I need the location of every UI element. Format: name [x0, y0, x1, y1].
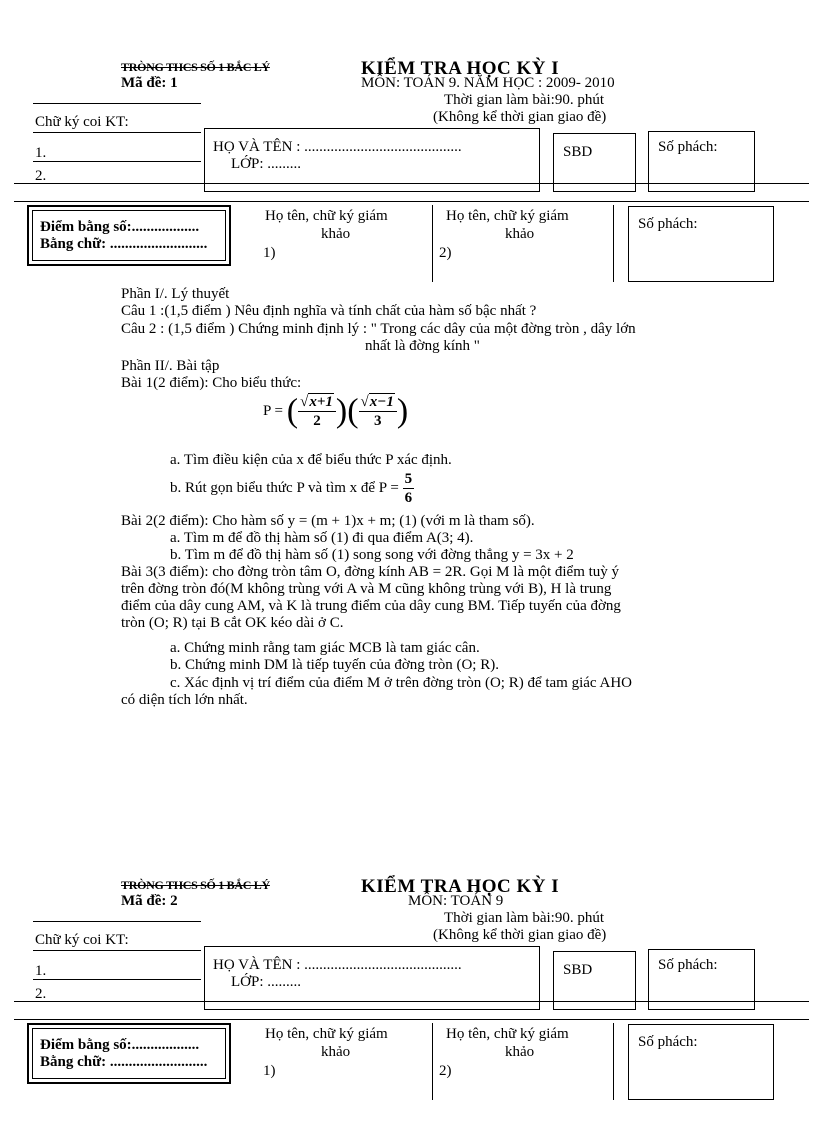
examiner-1: 1) — [263, 245, 276, 261]
so-phach-label: Số phách: — [638, 216, 698, 232]
problem-1a: a. Tìm điều kiện của x để biểu thức P xác định. — [170, 452, 452, 468]
student-name-field[interactable]: HỌ VÀ TÊN : .......................................... — [213, 139, 462, 155]
exam-title: KIỂM TRA HỌC KỲ I — [361, 58, 560, 79]
signature-line-1: 1. — [35, 145, 47, 161]
problem-3c-line-1: c. Xác định vị trí điểm của điểm M ở trên đờng tròn (O; R) để tam giác AHO — [170, 675, 633, 691]
sbd-label: SBD — [563, 144, 593, 160]
so-phach-label: Số phách: — [658, 139, 718, 155]
problem-2: Bài 2(2 điểm): Cho hàm số y = (m + 1)x + m; (1) (với m là tham số). — [121, 513, 535, 529]
fraction-5-6: $\frac{5}{6}$ — [404, 471, 413, 506]
score-box-inner — [32, 210, 226, 261]
student-info-box — [204, 946, 540, 1010]
exam-time: Thời gian làm bài:90. phút — [444, 92, 604, 108]
examiner-2: 2) — [439, 245, 452, 261]
fraction-1: $\frac{√x+1}{2}$ — [298, 393, 336, 430]
signature-line-1: 1. — [35, 963, 47, 979]
exam-note: (Không kể thời gian giao đề) — [433, 927, 607, 943]
examiner-label-2: khảo — [321, 1044, 351, 1060]
examiner-label: Họ tên, chữ ký giám — [446, 1026, 569, 1042]
exam-code: Mã đề: 2 — [121, 893, 178, 909]
examiner-label: Họ tên, chữ ký giám — [265, 208, 388, 224]
divider — [33, 103, 201, 104]
divider — [613, 205, 614, 282]
examiner-label: Họ tên, chữ ký giám — [446, 208, 569, 224]
problem-3-line-4: tròn (O; R) tại B cắt OK kéo dài ở C. — [121, 615, 344, 631]
so-phach-label: Số phách: — [658, 957, 718, 973]
examiner-label: Họ tên, chữ ký giám — [265, 1026, 388, 1042]
fraction-2: $\frac{√x-1}{3}$ — [359, 393, 397, 430]
problem-3-line-1: Bài 3(3 điểm): cho đờng tròn tâm O, đờng kính AB = 2R. Gọi M là một điểm tuỳ ý — [121, 564, 620, 580]
divider — [432, 205, 433, 282]
sbd-box[interactable] — [553, 133, 636, 192]
problem-1b: b. Rút gọn biểu thức P và tìm x để P = $\frac{5}{6}$ — [170, 471, 413, 506]
student-info-box — [204, 128, 540, 192]
so-phach-box[interactable] — [648, 131, 755, 192]
signature-line-2: 2. — [35, 986, 47, 1002]
score-number-field[interactable]: Điểm bằng số:.................. — [40, 1037, 200, 1053]
divider — [33, 921, 201, 922]
score-words-field[interactable]: Bằng chữ: .......................... — [40, 1054, 208, 1070]
divider — [33, 979, 201, 980]
score-box — [27, 1023, 231, 1084]
exam-subject: MÔN: TOÁN 9 — [408, 893, 504, 909]
invigilator-label: Chữ ký coi KT: — [35, 932, 129, 948]
sbd-label: SBD — [563, 962, 593, 978]
student-name-field[interactable]: HỌ VÀ TÊN : .......................................... — [213, 957, 462, 973]
formula-label: P = — [263, 403, 283, 419]
exam-subject: MÔN: TOÁN 9. NĂM HỌC : 2009- 2010 — [361, 75, 615, 91]
examiner-label-2: khảo — [505, 226, 535, 242]
problem-3c-line-2: có diện tích lớn nhất. — [121, 692, 248, 708]
problem-3-line-2: trên đờng tròn đó(M không trùng với A và M cũng không trùng với B), H là trung — [121, 581, 612, 597]
cut-line — [14, 1019, 809, 1020]
examiner-1: 1) — [263, 1063, 276, 1079]
score-box — [27, 205, 231, 266]
examiner-label-2: khảo — [321, 226, 351, 242]
examiner-label-2: khảo — [505, 1044, 535, 1060]
divider — [33, 950, 201, 951]
divider — [613, 1023, 614, 1100]
student-class-field[interactable]: LỚP: ......... — [231, 974, 302, 990]
problem-3-line-3: điểm của dây cung AM, và K là trung điểm của dây cung BM. Tiếp tuyến của đờng — [121, 598, 621, 614]
exam-time: Thời gian làm bài:90. phút — [444, 910, 604, 926]
school-name: TRÒNG THCS SỐ 1 BẮC LÝ — [121, 60, 270, 74]
question-2-line-2: nhất là đờng kính " — [365, 338, 480, 354]
problem-1: Bài 1(2 điểm): Cho biểu thức: — [121, 375, 302, 391]
question-1: Câu 1 :(1,5 điểm ) Nêu định nghĩa và tính chất của hàm số bậc nhất ? — [121, 303, 537, 319]
problem-3a: a. Chứng minh rằng tam giác MCB là tam giác cân. — [170, 640, 480, 656]
part-2-title: Phần II/. Bài tập — [121, 358, 220, 374]
invigilator-label: Chữ ký coi KT: — [35, 114, 129, 130]
so-phach-box-2[interactable] — [628, 206, 774, 282]
school-name: TRÒNG THCS SỐ 1 BẮC LÝ — [121, 878, 270, 892]
cut-line — [14, 201, 809, 202]
question-2-line-1: Câu 2 : (1,5 điểm ) Chứng minh định lý : " Trong các dây của một đờng tròn , dây lớn — [121, 321, 636, 337]
formula-p: P = ( $\frac{√x+1}{2}$ )( $\frac{√x-1}{3}$ ) — [263, 392, 409, 430]
sbd-box[interactable] — [553, 951, 636, 1010]
divider — [432, 1023, 433, 1100]
exam-title: KIỂM TRA HỌC KỲ I — [361, 876, 560, 897]
problem-3b: b. Chứng minh DM là tiếp tuyến của đờng tròn (O; R). — [170, 657, 499, 673]
divider — [33, 161, 201, 162]
so-phach-label: Số phách: — [638, 1034, 698, 1050]
so-phach-box[interactable] — [648, 949, 755, 1010]
exam-note: (Không kể thời gian giao đề) — [433, 109, 607, 125]
signature-line-2: 2. — [35, 168, 47, 184]
score-number-field[interactable]: Điểm bằng số:.................. — [40, 219, 200, 235]
part-1-title: Phần I/. Lý thuyết — [121, 286, 230, 302]
problem-2a: a. Tìm m để đồ thị hàm số (1) đi qua điểm A(3; 4). — [170, 530, 474, 546]
divider — [33, 132, 201, 133]
student-class-field[interactable]: LỚP: ......... — [231, 156, 302, 172]
examiner-2: 2) — [439, 1063, 452, 1079]
so-phach-box-2[interactable] — [628, 1024, 774, 1100]
exam-code: Mã đề: 1 — [121, 75, 178, 91]
score-words-field[interactable]: Bằng chữ: .......................... — [40, 236, 208, 252]
score-box-inner — [32, 1028, 226, 1079]
problem-2b: b. Tìm m để đồ thị hàm số (1) song song với đờng thẳng y = 3x + 2 — [170, 547, 574, 563]
